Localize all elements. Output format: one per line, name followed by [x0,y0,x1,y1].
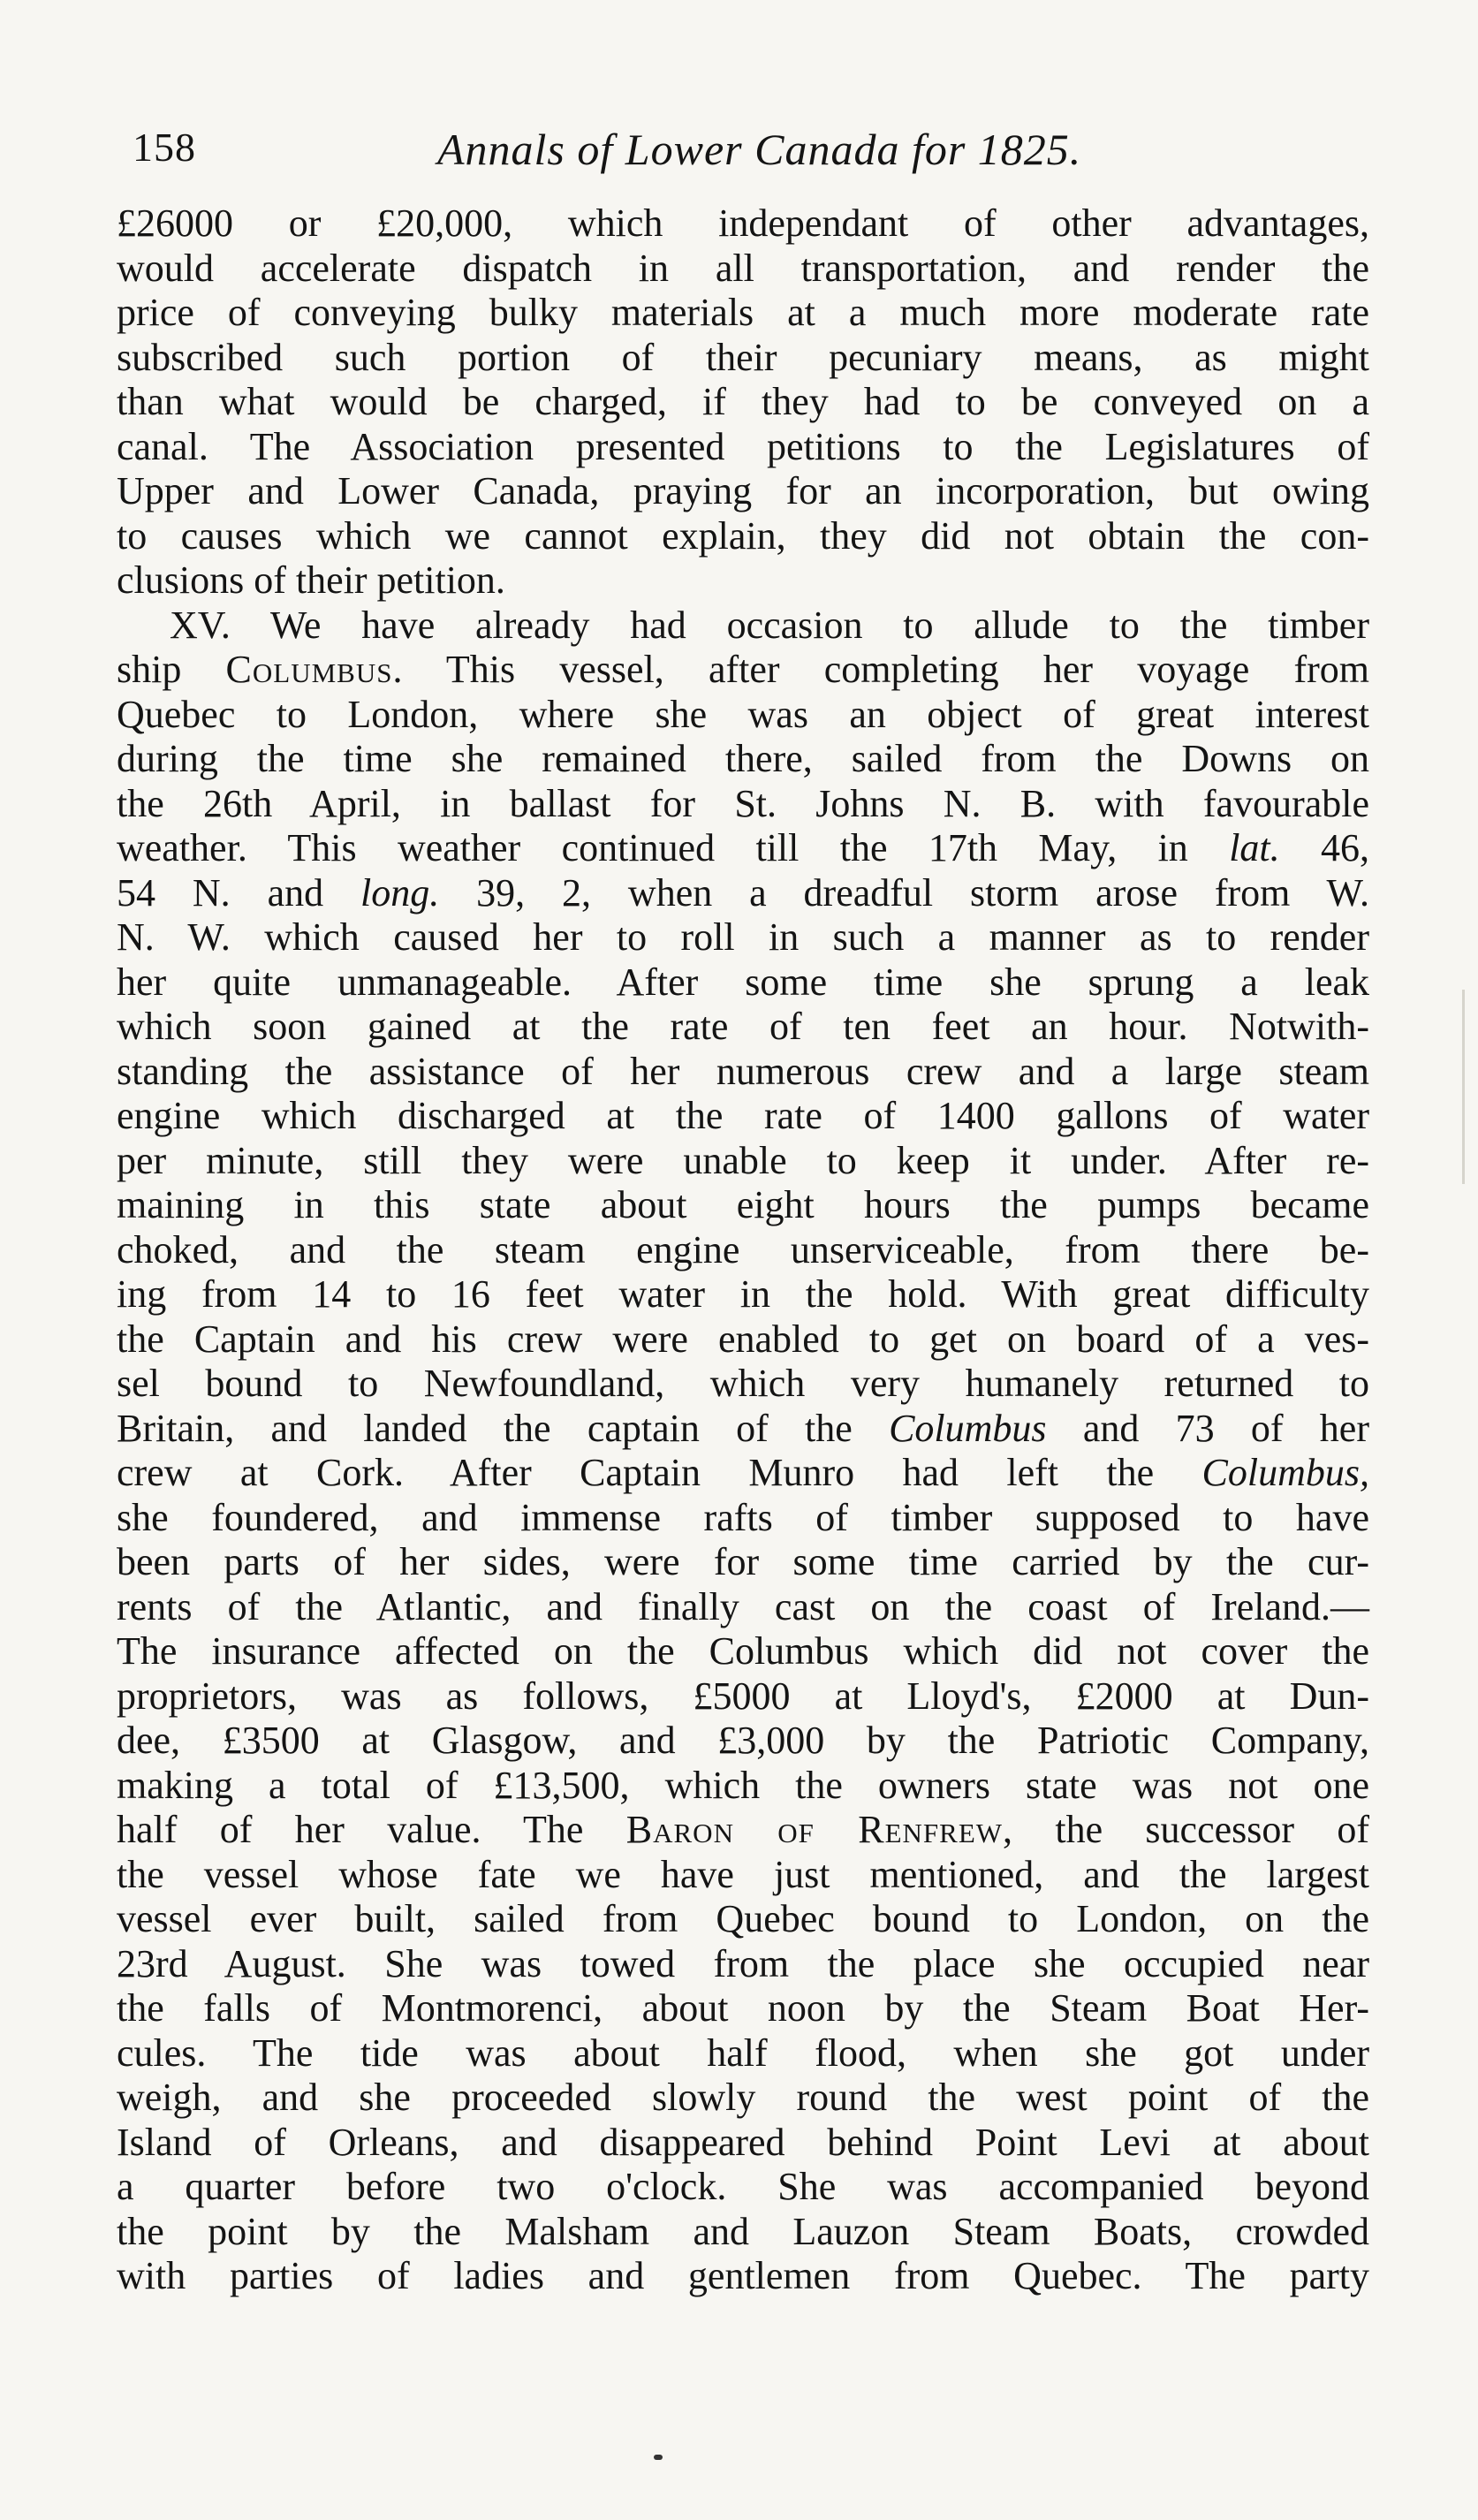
text-line: she foundered, and immense rafts of timber supposed to have [117,1495,1369,1539]
text-line: during the time she remained there, sailed from the Downs on [117,737,1369,780]
text-line: the point by the Malsham and Lauzon Steam Boats, crowded [117,2209,1369,2253]
text-line: canal. The Association presented petitions to the Legislatures of [117,424,1369,468]
text-line: to causes which we cannot explain, they did not obtain the con- [117,513,1369,558]
paragraph-start-line: XV. We have already had occasion to allude to the timber [170,603,1369,647]
text-line: 54 N. and long. 39, 2, when a dreadful storm arose from W. [117,870,1369,915]
text-line: clusions of their petition. [117,558,505,602]
body-text [117,201,1369,2299]
text-line: 23rd August. She was towed from the place she occupied near [117,1941,1369,1985]
text-line: N. W. which caused her to roll in such a manner as to render [117,915,1369,959]
text-line: ing from 14 to 16 feet water in the hold. With great difficulty [117,1272,1369,1316]
page-edge-mark [1462,990,1465,1184]
text-line: Upper and Lower Canada, praying for an incorporation, but owing [117,469,1369,512]
text-line: with parties of ladies and gentlemen from Quebec. The party [117,2254,1369,2297]
text-line: weather. This weather continued till the 17th May, in lat. 46, [117,826,1370,869]
page-number: 158 [133,125,196,170]
running-head: Annals of Lower Canada for 1825. [437,125,1082,174]
ship-name: Baron of Renfrew [625,1808,1004,1851]
text-line: Quebec to London, where she was an object of great interest [117,692,1369,736]
text-line: engine which discharged at the rate of 1400 gallons of water [117,1094,1369,1137]
text-line: half of her value. The Baron of Renfrew, the successor of [117,1808,1370,1851]
text-line: the Captain and his crew were enabled to get on board of a ves- [117,1317,1369,1361]
text-line: dee, £3500 at Glasgow, and £3,000 by the Patriotic Company, [117,1719,1369,1762]
text-line: making a total of £13,500, which the owners state was not one [117,1763,1369,1807]
text-line: would accelerate dispatch in all transportation, and render the [117,246,1369,290]
text-line: vessel ever built, sailed from Quebec bound to London, on the [117,1897,1369,1940]
text-line: Island of Orleans, and disappeared behind Point Levi at about [117,2120,1369,2164]
text-line: her quite unmanageable. After some time she sprung a leak [117,960,1369,1004]
text-line: proprietors, was as follows, £5000 at Lloyd's, £2000 at Dun- [117,1674,1369,1718]
text-line: standing the assistance of her numerous crew and a large steam [117,1049,1369,1093]
text-line: maining in this state about eight hours the pumps became [117,1183,1369,1226]
page-header [115,124,1369,177]
text-line: subscribed such portion of their pecuniary means, as might [117,335,1369,379]
ship-name: Columbus [225,648,393,691]
text-line: the 26th April, in ballast for St. Johns N. B. with favourable [117,781,1369,825]
footer-dot [654,2455,663,2460]
text-line: ship Columbus. This vessel, after completing her voyage from [117,648,1369,691]
text-line: which soon gained at the rate of ten feet an hour. Notwith- [117,1005,1369,1048]
text-line: the falls of Montmorenci, about noon by the Steam Boat Her- [117,1986,1369,2030]
text-line: been parts of her sides, were for some time carried by the cur- [117,1540,1369,1583]
text-line: rents of the Atlantic, and finally cast on the coast of Ireland.— [117,1584,1369,1628]
text-line: a quarter before two o'clock. She was accompanied beyond [117,2165,1369,2208]
text-line: sel bound to Newfoundland, which very humanely returned to [117,1362,1369,1405]
text-line: cules. The tide was about half flood, when she got under [117,2030,1369,2075]
text-line: £26000 or £20,000, which independant of other advantages, [117,201,1369,245]
text-line: per minute, still they were unable to keep it under. After re- [117,1138,1369,1182]
text-line: price of conveying bulky materials at a much more moderate rate [117,291,1369,334]
text-line: crew at Cork. After Captain Munro had left the Columbus, [117,1451,1369,1494]
text-line: the vessel whose fate we have just mentioned, and the largest [117,1852,1369,1896]
text-line: The insurance affected on the Columbus which did not cover the [117,1629,1369,1673]
text-line: than what would be charged, if they had to be conveyed on a [117,380,1369,423]
text-line: choked, and the steam engine unserviceable, from there be- [117,1227,1369,1271]
text-line: weigh, and she proceeded slowly round the west point of the [117,2076,1369,2119]
text-line: Britain, and landed the captain of the Columbus and 73 of her [117,1406,1369,1450]
